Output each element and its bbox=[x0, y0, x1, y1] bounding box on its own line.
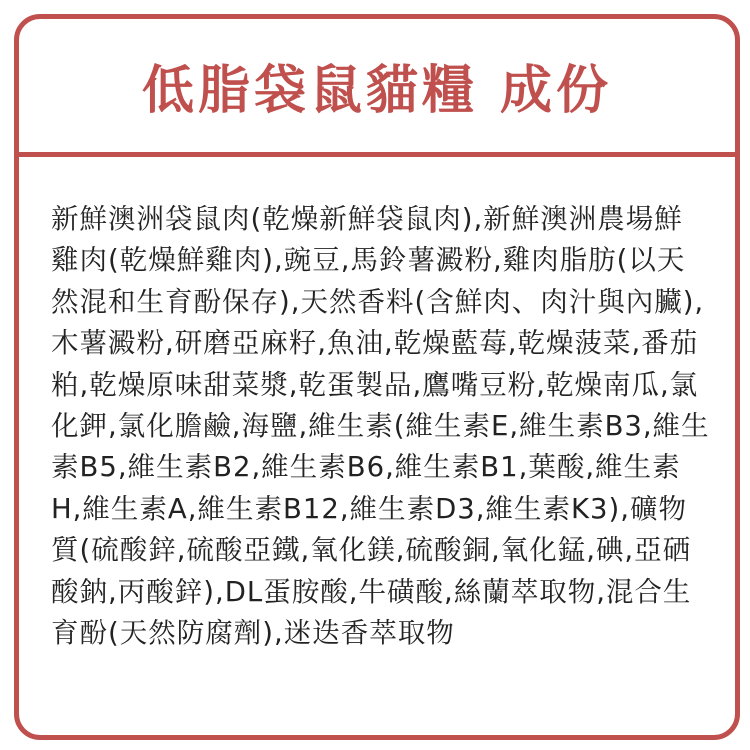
ingredients-text: 新鮮澳洲袋鼠肉(乾燥新鮮袋鼠肉),新鮮澳洲農場鮮雞肉(乾燥鮮雞肉),豌豆,馬鈴薯澱粉,雞肉脂肪(以天然混和生育酚保存),天然香料(含鮮肉、肉汁與內臟),木薯澱粉,研磨亞麻籽,魚油,乾燥藍莓,乾燥菠菜,番茄粕,乾燥原味甜菜漿,乾蛋製品,鷹嘴豆粉,乾燥南瓜,氯化鉀,氯化膽鹼,海鹽,維生素(維生素E,維生素B3,維生素B5,維生素B2,維生素B6,維生素B1,葉酸,維生素H,維生素A,維生素B12,維生素D3,維生素K3),礦物質(硫酸鋅,硫酸亞鐵,氧化鎂,硫酸銅,氧化錳,碘,亞硒酸鈉,丙酸鋅),DL蛋胺酸,牛磺酸,絲蘭萃取物,混合生育酚(天然防腐劑),迷迭香萃取物 bbox=[51, 203, 710, 650]
title-bar bbox=[19, 19, 735, 157]
ingredients-panel bbox=[14, 14, 740, 740]
panel-title: 低脂袋鼠貓糧 成份 bbox=[141, 61, 613, 121]
